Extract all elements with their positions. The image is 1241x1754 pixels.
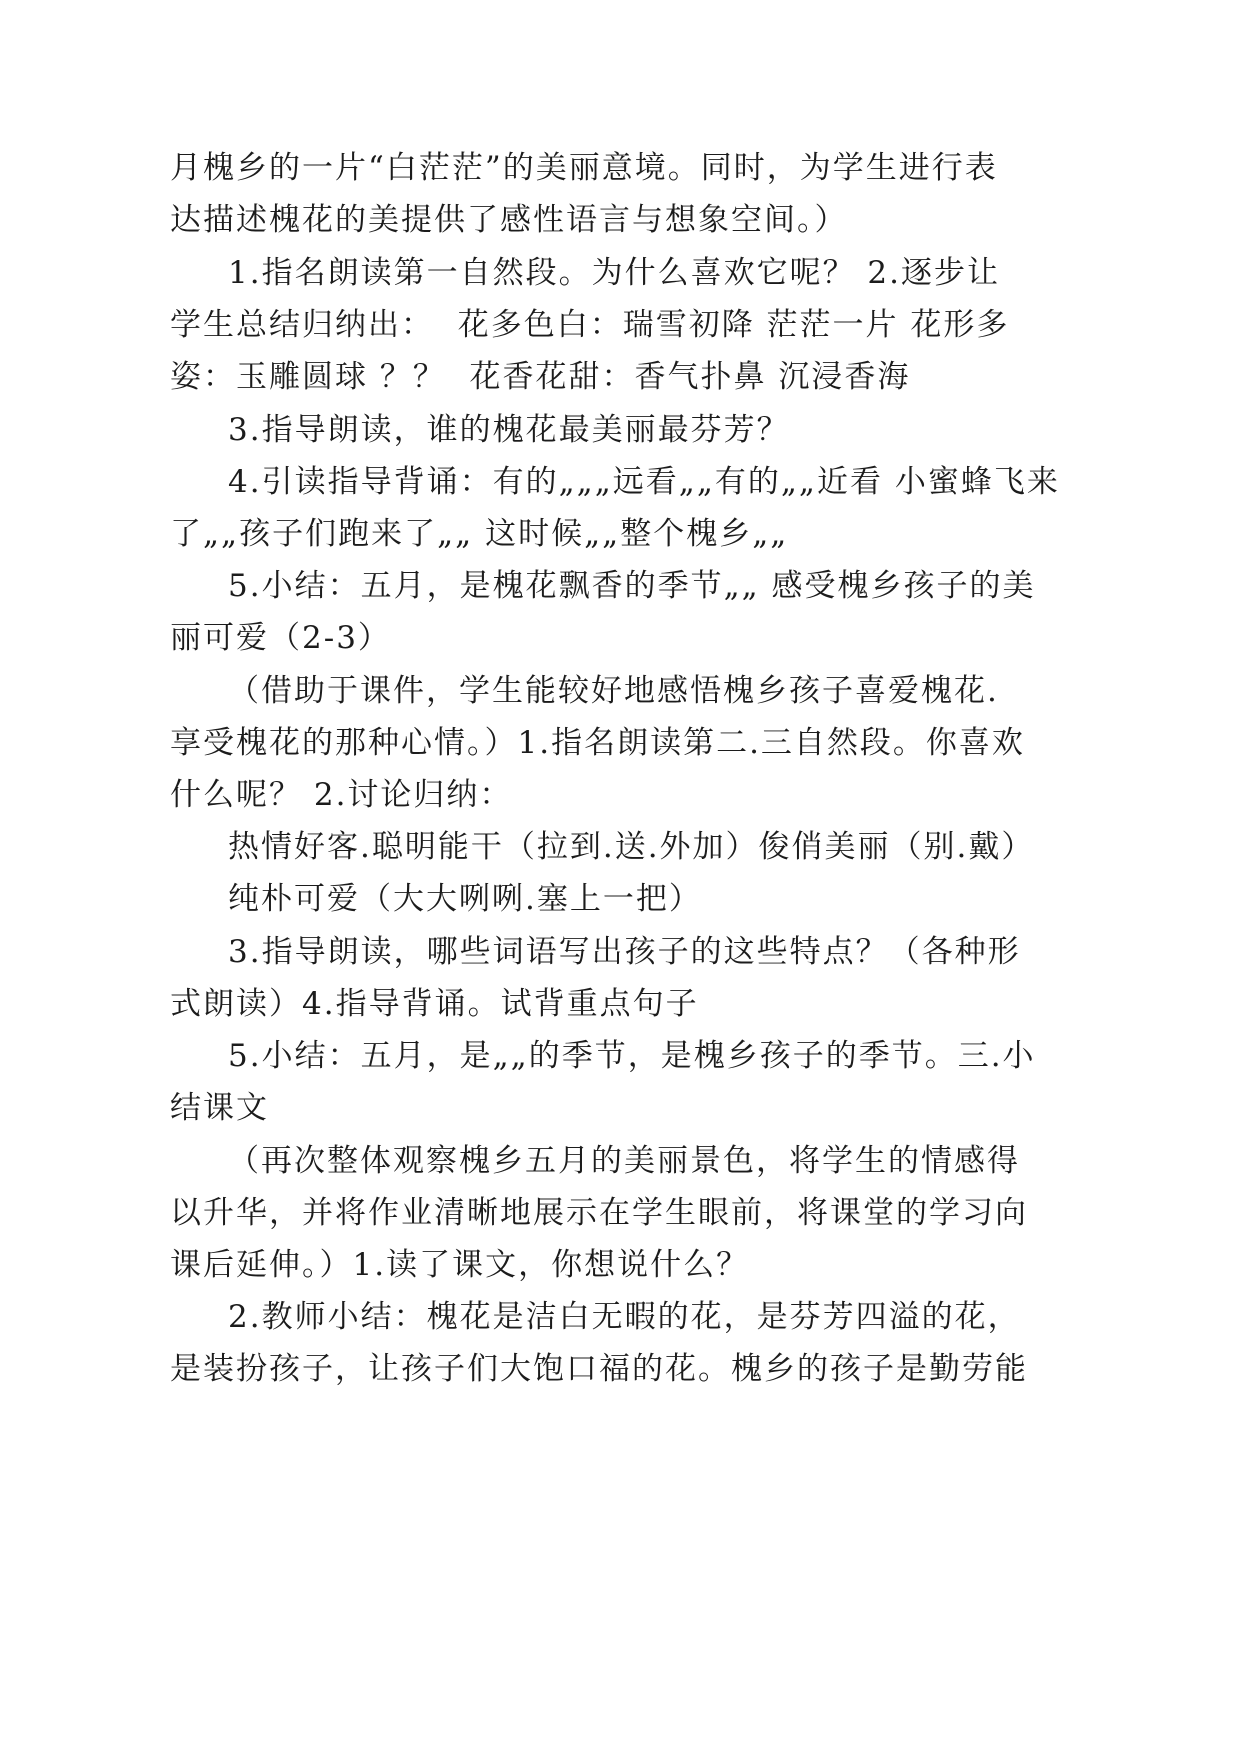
text-line: 热情好客.聪明能干（拉到.送.外加）俊俏美丽（别.戴） xyxy=(228,829,1035,865)
text-line: （借助于课件，学生能较好地感悟槐乡孩子喜爱槐花. xyxy=(228,673,999,709)
text-line: 达描述槐花的美提供了感性语言与想象空间。） xyxy=(170,202,848,238)
text-line: 了„„孩子们跑来了„„ 这时候„„整个槐乡„„ xyxy=(170,516,789,552)
text-line: 月槐乡的一片“白茫茫”的美丽意境。同时，为学生进行表 xyxy=(170,150,998,186)
text-line: 姿：玉雕圆球 ？？ 花香花甜：香气扑鼻 沉浸香海 xyxy=(170,359,911,395)
text-line: 结课文 xyxy=(170,1090,269,1126)
text-line: 3.指导朗读，谁的槐花最美丽最芬芳？ xyxy=(228,412,790,448)
text-line: 5.小结：五月，是槐花飘香的季节„„ 感受槐乡孩子的美 xyxy=(228,568,1036,604)
text-line: 2.教师小结：槐花是洁白无暇的花，是芬芳四溢的花， xyxy=(228,1299,1021,1335)
text-line: 以升华，并将作业清晰地展示在学生眼前，将课堂的学习向 xyxy=(170,1195,1028,1231)
text-line: 3.指导朗读，哪些词语写出孩子的这些特点？（各种形 xyxy=(228,934,1021,970)
text-line: 纯朴可爱（大大咧咧.塞上一把） xyxy=(228,881,702,917)
text-line: 4.引读指导背诵：有的„„„远看„„有的„„近看 小蜜蜂飞来 xyxy=(228,464,1060,500)
text-line: （再次整体观察槐乡五月的美丽景色，将学生的情感得 xyxy=(228,1143,1020,1179)
text-line: 享受槐花的那种心情。）1.指名朗读第二.三自然段。你喜欢 xyxy=(170,725,1025,761)
text-line: 式朗读）4.指导背诵。试背重点句子 xyxy=(170,986,699,1022)
text-line: 丽可爱（2-3） xyxy=(170,620,391,656)
text-line: 什么呢？ 2.讨论归纳： xyxy=(170,777,513,813)
text-line: 学生总结归纳出： 花多色白：瑞雪初降 茫茫一片 花形多 xyxy=(170,307,1010,343)
text-line: 是装扮孩子，让孩子们大饱口福的花。槐乡的孩子是勤劳能 xyxy=(170,1351,1028,1387)
text-line: 课后延伸。）1.读了课文，你想说什么？ xyxy=(170,1247,750,1283)
text-line: 5.小结：五月，是„„的季节，是槐乡孩子的季节。三.小 xyxy=(228,1038,1036,1074)
text-line: 1.指名朗读第一自然段。为什么喜欢它呢？ 2.逐步让 xyxy=(228,255,1001,291)
